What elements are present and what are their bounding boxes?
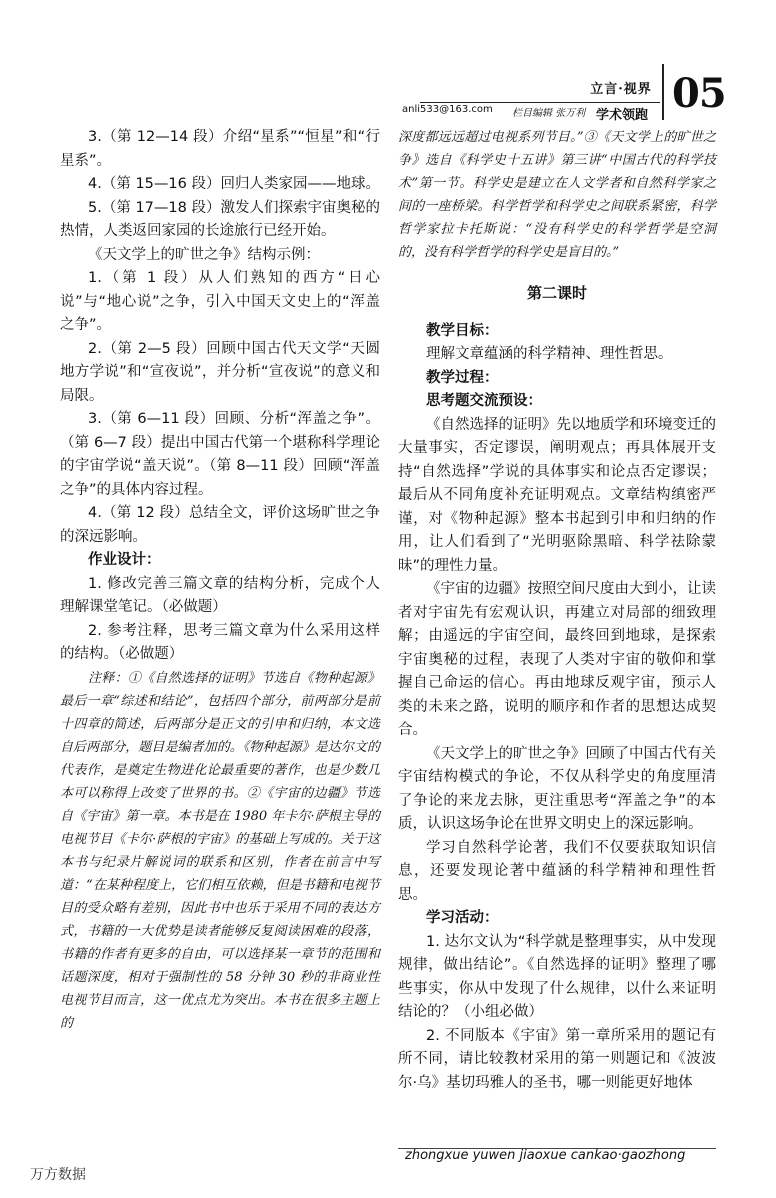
- body-paragraph: 5.（第 17—18 段）激发人们探索宇宙奥秘的热情，人类返回家园的长途旅行已经开始。: [60, 199, 380, 239]
- body-paragraph: 《自然选择的证明》先以地质学和环境变迁的大量事实，否定谬误，阐明观点；再具体展开支持“自然选择”学说的具体事实和论点否定谬误；最后从不同角度补充证明观点。文章结构缜密严谨，对《物种起源》整本书起到引申和归纳的作用，让人们看到了“光明驱除黑暗、科学祛除蒙昧”的理性力量。: [398, 416, 716, 574]
- page-number: 05: [672, 70, 726, 117]
- section-heading: 教学过程：: [426, 369, 499, 386]
- header-titles: [584, 78, 658, 97]
- body-paragraph: 3.（第 6—11 段）回顾、分析“浑盖之争”。（第 6—7 段）提出中国古代第一个堪称科学理论的宇宙学说“盖天说”。（第 8—11 段）回顾“浑盖之争”的具体内容过程。: [60, 411, 380, 498]
- annotation-paragraph: 注释：①《自然选择的证明》节选自《物种起源》最后一章“综述和结论”，包括四个部分，前两部分是前十四章的简述，后两部分是正文的引申和归纳，本文选自后两部分，题目是编者加的。《物种起源》是达尔文的代表作，是奠定生物进化论最重要的著作，也是少数几本可以称得上改变了世界的书。②《宇宙的边疆》节选自《宇宙》第一章。本书是在 1980 年卡尔·萨根主导的电视节目《卡尔·萨根的宇宙》的基础上写成的。关于这本书与纪录片解说词的联系和区别，作者在前言中写道：“在某种程度上，它们相互依赖，但是书籍和电视节目的受众略有差别，因此书中也乐于采用不同的表达方式，书籍的一大优势是读者能够反复阅读困难的段落，书籍的作者有更多的自由，可以选择某一章节的范围和话题深度，相对于强制性的 58 分钟 30 秒的非商业性电视节目而言，这一优点尤为突出。本书在很多主题上的: [60, 670, 380, 1031]
- section-name: 立言·视界: [590, 82, 652, 97]
- left-column: [60, 126, 380, 1035]
- annotation-paragraph: 深度都远远超过电视系列节目。”③《天文学上的旷世之争》选自《科学史十五讲》第三讲“中国古代的科学技术”第一节。科学史是建立在人文学者和自然科学家之间的一座桥梁。科学哲学和科学史之间联系紧密，科学哲学家拉卡托斯说：“没有科学史的科学哲学是空洞的，没有科学哲学的科学史是盲目的。”: [398, 130, 716, 260]
- column-editor: 栏目编辑 张万利: [512, 108, 586, 119]
- editor-email: anli533@163.com: [402, 104, 493, 115]
- body-paragraph: 2.（第 2—5 段）回顾中国古代天文学“天圆地方学说”和“宣夜说”，并分析“宣夜说”的意义和局限。: [60, 340, 380, 404]
- column-name: 学术领跑: [596, 108, 649, 123]
- section-heading: 思考题交流预设：: [426, 393, 542, 409]
- right-column: [398, 126, 716, 1095]
- body-paragraph: 4.（第 12 段）总结全文，评价这场旷世之争的深远影响。: [60, 505, 380, 545]
- section-heading: 学习活动：: [426, 910, 499, 926]
- section-heading: 作业设计：: [88, 552, 161, 568]
- journal-name: zhongxue yuwen jiaoxue cankao·gaozhong: [405, 1148, 686, 1163]
- header-divider: [662, 64, 664, 120]
- body-paragraph: 2. 参考注释，思考三篇文章为什么采用这样的结构。（必做题）: [60, 622, 380, 662]
- body-paragraph: 3.（第 12—14 段）介绍“星系”“恒星”和“行星系”。: [60, 129, 380, 169]
- body-paragraph: 2. 不同版本《宇宙》第一章所采用的题记有所不同，请比较教材采用的第一则题记和《波波尔·乌》基切玛雅人的圣书，哪一则能更好地体: [398, 1027, 716, 1091]
- second-lesson-title: 第二课时: [526, 284, 587, 302]
- body-paragraph: 《宇宙的边疆》按照空间尺度由大到小，让读者对宇宙先有宏观认识，再建立对局部的细致理解；由遥远的宇宙空间，最终回到地球，是探索宇宙奥秘的过程，表现了人类对宇宙的敬仰和掌握自己命运的信心。再由地球反观宇宙，预示人类的未来之路，说明的顺序和作者的思想达成契合。: [398, 581, 716, 738]
- section-heading: 教学目标：: [426, 322, 499, 339]
- body-paragraph: 1. 达尔文认为“科学就是整理事实，从中发现规律，做出结论”。《自然选择的证明》整理了哪些事实，你从中发现了什么规律，以什么来证明结论的？（小组必做）: [398, 933, 716, 1020]
- body-paragraph: 《天文学上的旷世之争》结构示例：: [88, 246, 320, 263]
- header-rule: [420, 102, 660, 103]
- body-paragraph: 学习自然科学论著，我们不仅要获取知识信息，还要发现论著中蕴涵的科学精神和理性哲思。: [398, 839, 716, 903]
- body-paragraph: 《天文学上的旷世之争》回顾了中国古代有关宇宙结构模式的争论，不仅从科学史的角度厘清了争论的来龙去脉，更注重思考“浑盖之争”的本质，认识这场争论在世界文明史上的深远影响。: [398, 745, 716, 832]
- watermark: 万方数据: [30, 1167, 86, 1183]
- body-paragraph: 理解文章蕴涵的科学精神、理性哲思。: [426, 346, 673, 362]
- body-paragraph: 1.（第 1 段）从人们熟知的西方“日心说”与“地心说”之争，引入中国天文史上的“浑盖之争”。: [60, 270, 380, 333]
- body-paragraph: 4.（第 15—16 段）回归人类家园——地球。: [88, 176, 380, 192]
- body-paragraph: 1. 修改完善三篇文章的结构分析，完成个人理解课堂笔记。（必做题）: [60, 575, 380, 615]
